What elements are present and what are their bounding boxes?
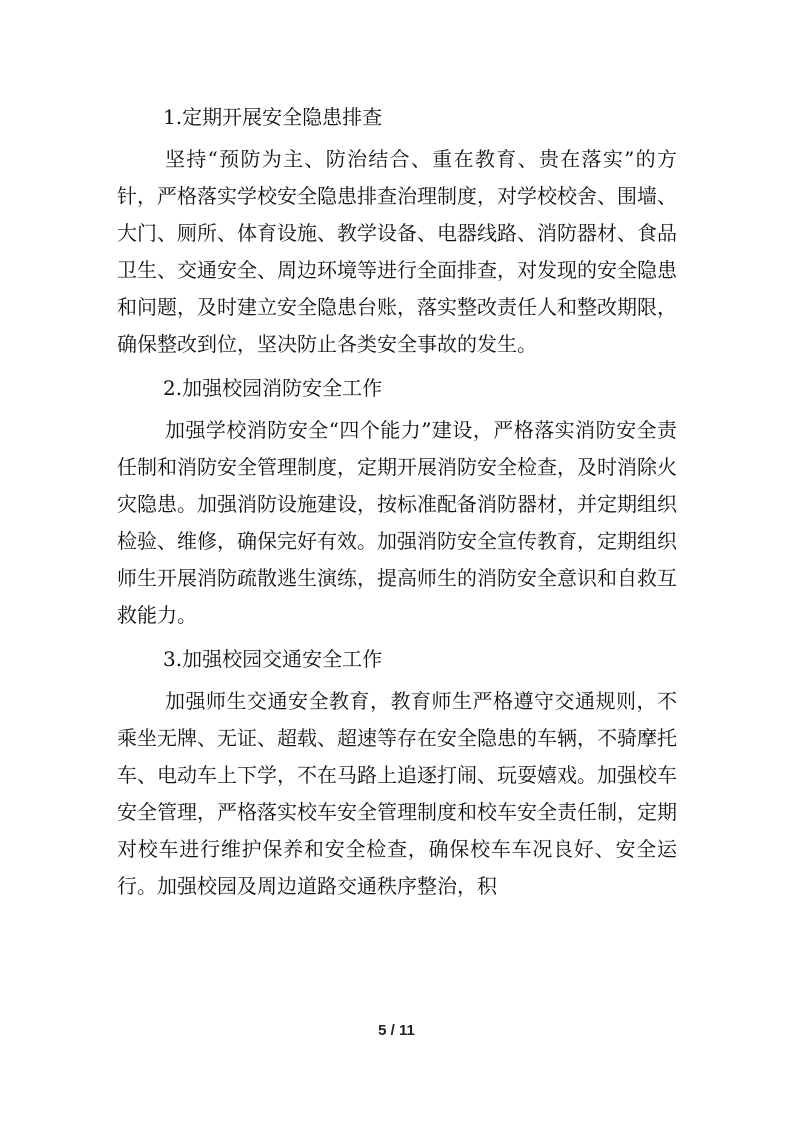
section-2	[117, 370, 677, 634]
section-1	[117, 99, 677, 363]
page-number: 5 / 11	[378, 1022, 415, 1039]
section-3	[117, 641, 677, 905]
section-paragraph: 坚持“预防为主、防治结合、重在教育、贵在落实”的方针，严格落实学校安全隐患排查治理制度，对学校校舍、围墙、大门、厕所、体育设施、教学设备、电器线路、消防器材、食品卫生、交通安全、周边环境等进行全面排查，对发现的安全隐患和问题，及时建立安全隐患台账，落实整改责任人和整改期限，确保整改到位，坚决防止各类安全事故的发生。	[117, 147, 677, 356]
section-heading: 3.加强校园交通安全工作	[163, 647, 383, 671]
section-paragraph: 加强师生交通安全教育，教育师生严格遵守交通规则，不乘坐无牌、无证、超载、超速等存在安全隐患的车辆，不骑摩托车、电动车上下学，不在马路上追逐打闹、玩耍嬉戏。加强校车安全管理，严格落实校车安全管理制度和校车安全责任制，定期对校车进行维护保养和安全检查，确保校车车况良好、安全运行。加强校园及周边道路交通秩序整治，积	[117, 689, 677, 898]
section-paragraph: 加强学校消防安全“四个能力”建设，严格落实消防安全责任制和消防安全管理制度，定期开展消防安全检查，及时消除火灾隐患。加强消防设施建设，按标准配备消防器材，并定期组织检验、维修，确保完好有效。加强消防安全宣传教育，定期组织师生开展消防疏散逃生演练，提高师生的消防安全意识和自救互救能力。	[117, 418, 677, 627]
document-body	[117, 99, 677, 912]
section-heading: 1.定期开展安全隐患排查	[163, 105, 383, 129]
section-heading: 2.加强校园消防安全工作	[163, 376, 383, 400]
